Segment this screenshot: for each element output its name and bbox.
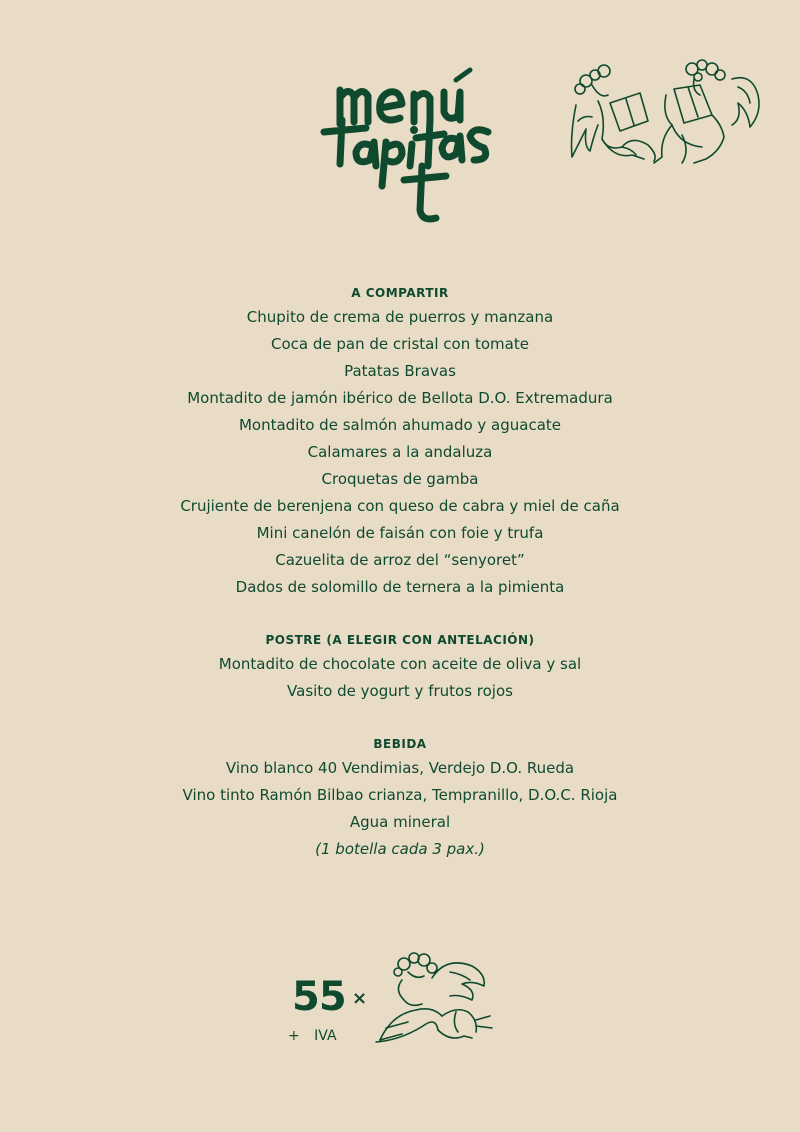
- reading-angels-illustration: [562, 55, 767, 173]
- section-title: A COMPARTIR: [351, 286, 449, 300]
- section-title: BEBIDA: [373, 737, 427, 751]
- menu-item: Vino blanco 40 Vendimias, Verdejo D.O. Rueda: [225, 759, 575, 777]
- menu-item: Chupito de crema de puerros y manzana: [246, 308, 554, 326]
- section-postre: [0, 629, 800, 705]
- price-amount: 55: [292, 974, 346, 1020]
- menu-item: Cazuelita de arroz del “senyoret”: [275, 551, 525, 569]
- price-tax: + IVA: [288, 1028, 337, 1044]
- menu-item: Crujiente de berenjena con queso de cabra y miel de caña: [180, 497, 620, 515]
- menu-item: Montadito de salmón ahumado y aguacate: [238, 416, 562, 434]
- menu-tapitas-logo: [310, 62, 495, 230]
- menu-item: Patatas Bravas: [344, 362, 456, 380]
- multiply-icon: ×: [352, 988, 368, 1009]
- menu-item: Calamares a la andaluza: [307, 443, 493, 461]
- menu-item: Mini canelón de faisán con foie y trufa: [256, 524, 544, 542]
- section-a-compartir: [0, 282, 800, 601]
- menu-item: Agua mineral: [349, 813, 451, 831]
- menu-item: Dados de solomillo de ternera a la pimienta: [235, 578, 565, 596]
- menu-item: Vino tinto Ramón Bilbao crianza, Tempranillo, D.O.C. Rioja: [182, 786, 618, 804]
- section-title: POSTRE (A ELEGIR CON ANTELACIÓN): [265, 633, 535, 647]
- angel-illustration: [372, 950, 497, 1046]
- menu-item: Coca de pan de cristal con tomate: [271, 335, 529, 353]
- menu-item: Montadito de chocolate con aceite de oliva y sal: [218, 655, 582, 673]
- menu-item: Vasito de yogurt y frutos rojos: [287, 682, 513, 700]
- section-bebida: [0, 733, 800, 863]
- menu-item: Montadito de jamón ibérico de Bellota D.O. Extremadura: [187, 389, 613, 407]
- menu-item: Croquetas de gamba: [321, 470, 479, 488]
- bebida-note: (1 botella cada 3 pax.): [315, 840, 485, 858]
- menu-body: [0, 282, 800, 863]
